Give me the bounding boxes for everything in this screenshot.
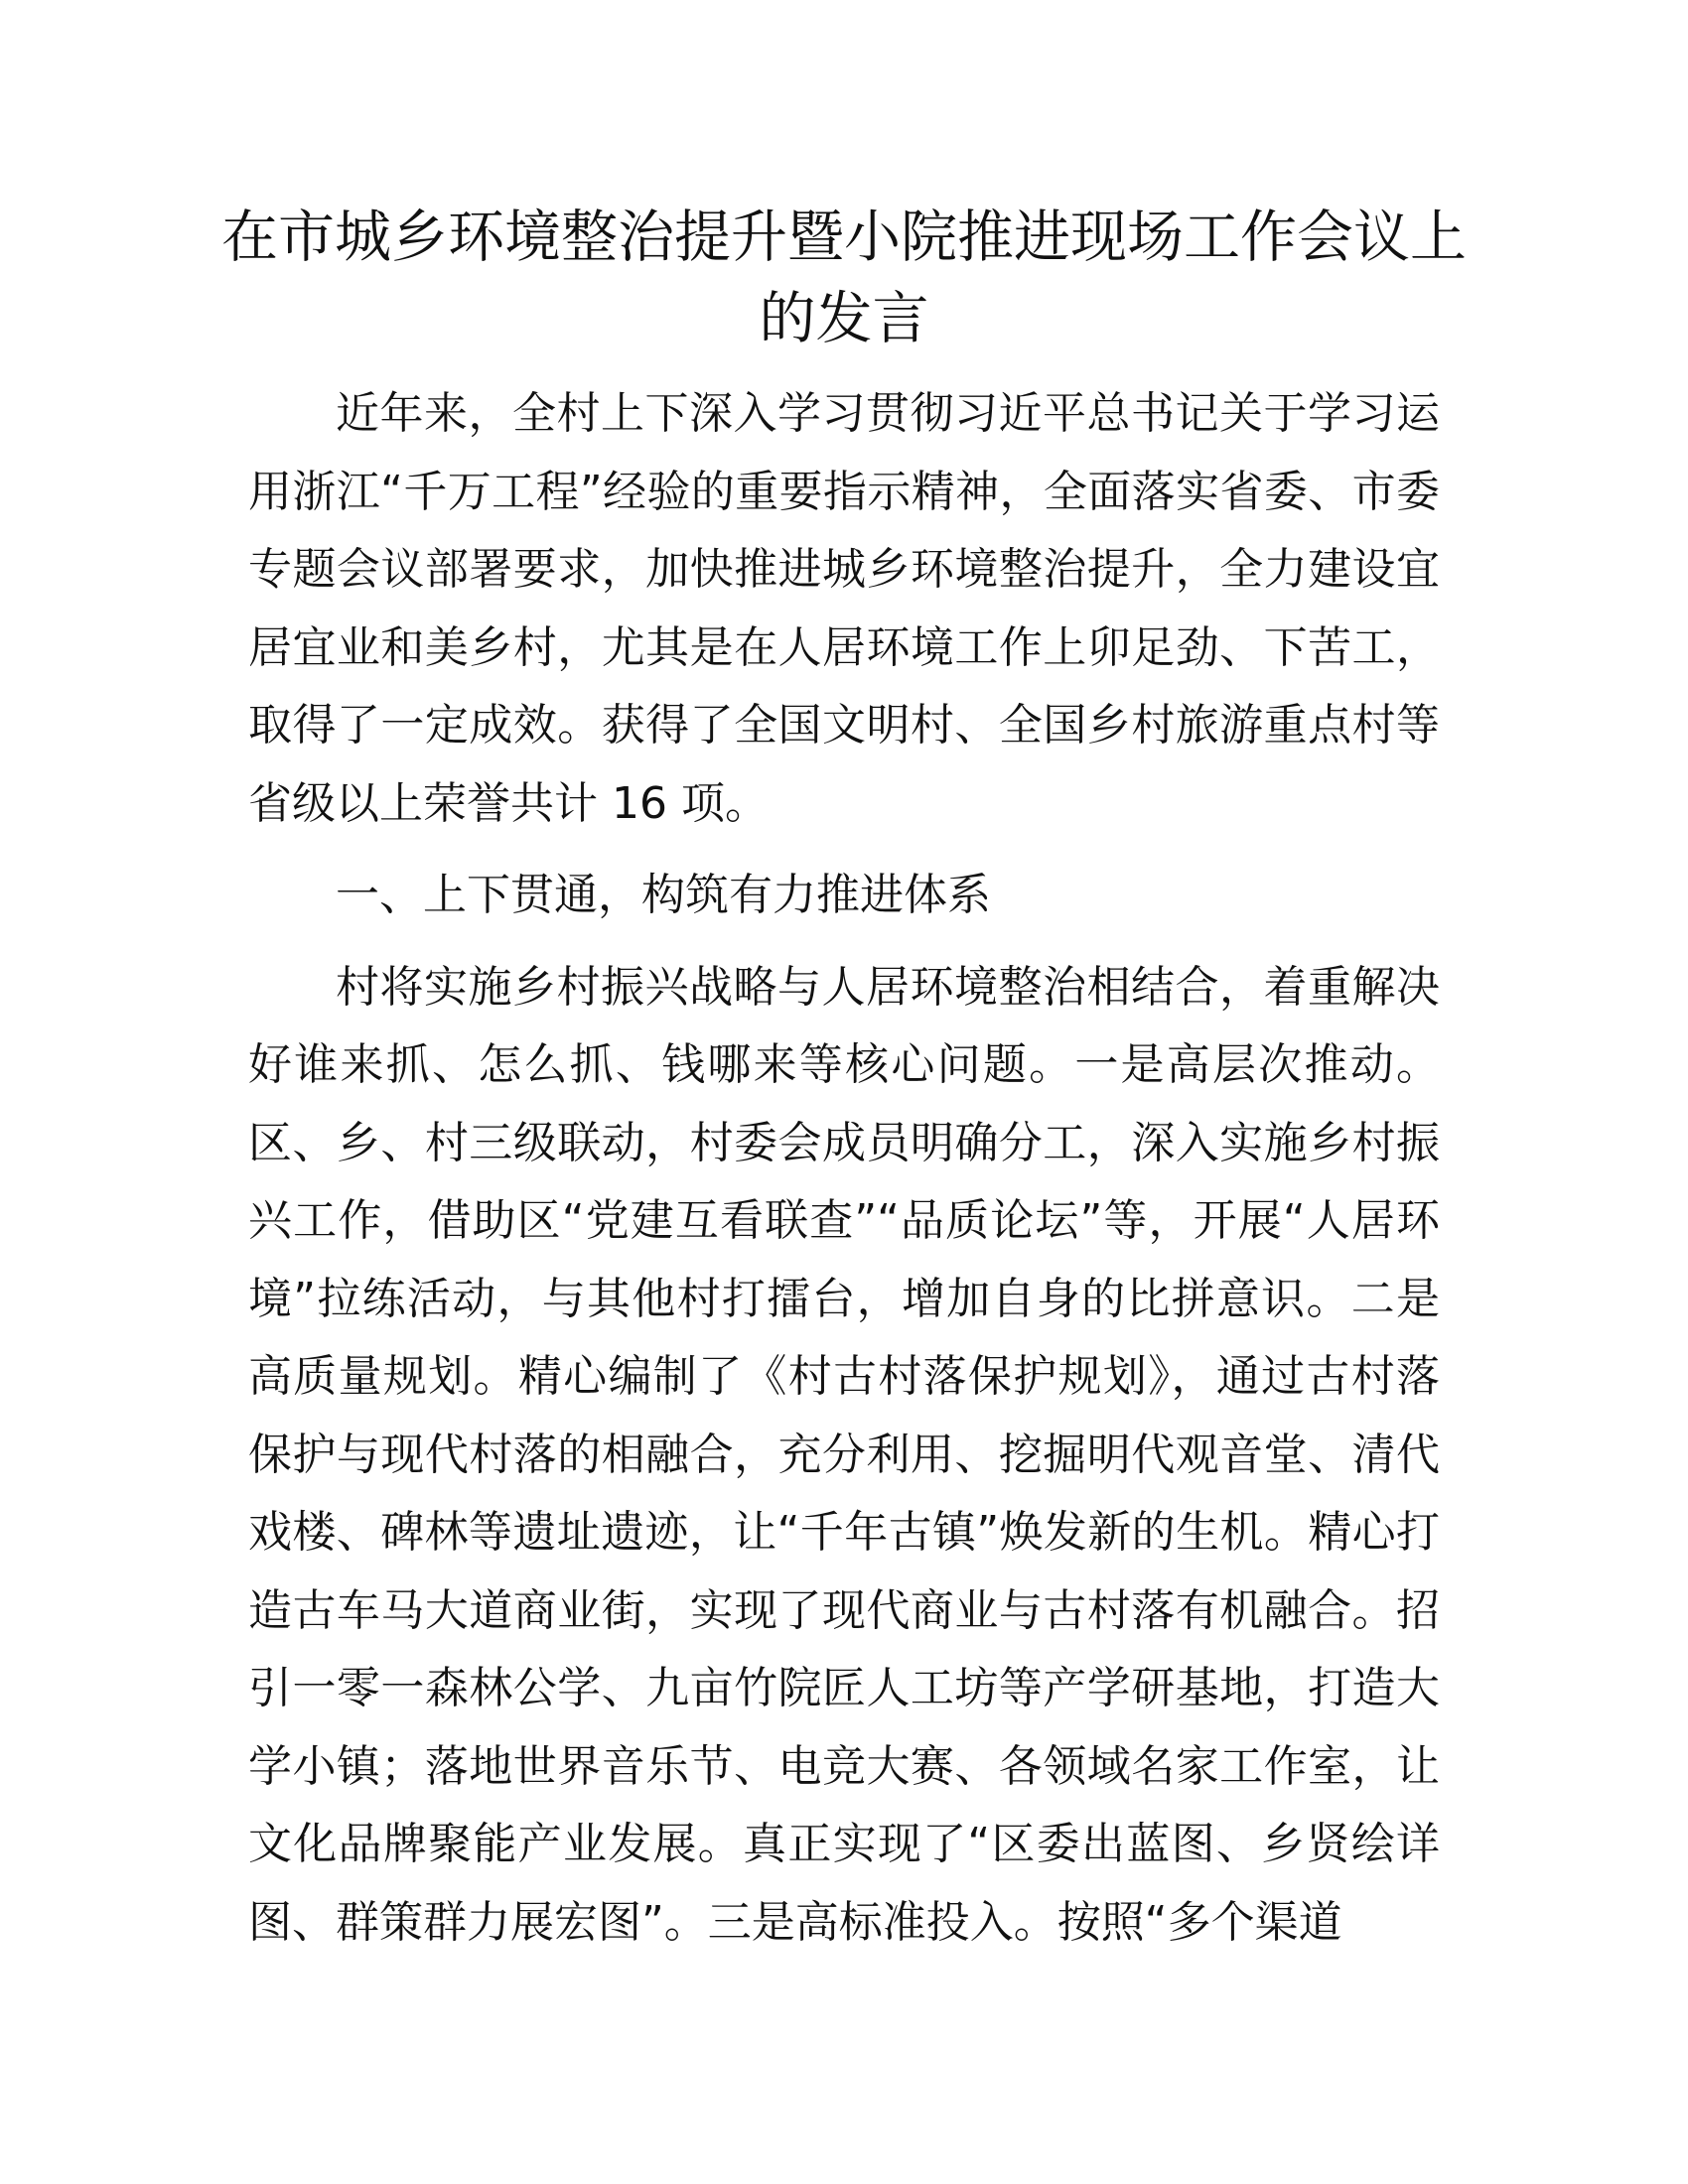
section-heading-1: 一、上下贯通，构筑有力推进体系	[336, 870, 991, 920]
paragraph-section-1: 村将实施乡村振兴战略与人居环境整治相结合，着重解决好谁来抓、怎么抓、钱哪来等核心问题。一是高层次推动。区、乡、村三级联动，村委会成员明确分工，深入实施乡村振兴工作，借助区“党建互看联查”“品质论坛”等，开展“人居环境”拉练活动，与其他村打擂台，增加自身的比拼意识。二是高质量规划。精心编制了《村古村落保护规划》，通过古村落保护与现代村落的相融合，充分利用、挖掘明代观音堂、清代戏楼、碑林等遗址遗迹，让“千年古镇”焕发新的生机。精心打造古车马大道商业街，实现了现代商业与古村落有机融合。招引一零一森林公学、九亩竹院匠人工坊等产学研基地，打造大学小镇；落地世界音乐节、电竞大赛、各领域名家工作室，让文化品牌聚能产业发展。真正实现了“区委出蓝图、乡贤绘详图、群策群力展宏图”。三是高标准投入。按照“多个渠道	[248, 961, 1440, 1948]
document-body	[248, 375, 1440, 1962]
document-title: 在市城乡环境整治提升暨小院推进现场工作会议上的发言	[221, 205, 1467, 351]
paragraph-intro: 近年来，全村上下深入学习贯彻习近平总书记关于学习运用浙江“千万工程”经验的重要指示精神，全面落实省委、市委专题会议部署要求，加快推进城乡环境整治提升，全力建设宜居宜业和美乡村，尤其是在人居环境工作上卯足劲、下苦工，取得了一定成效。获得了全国文明村、全国乡村旅游重点村等省级以上荣誉共计 16 项。	[248, 388, 1440, 829]
